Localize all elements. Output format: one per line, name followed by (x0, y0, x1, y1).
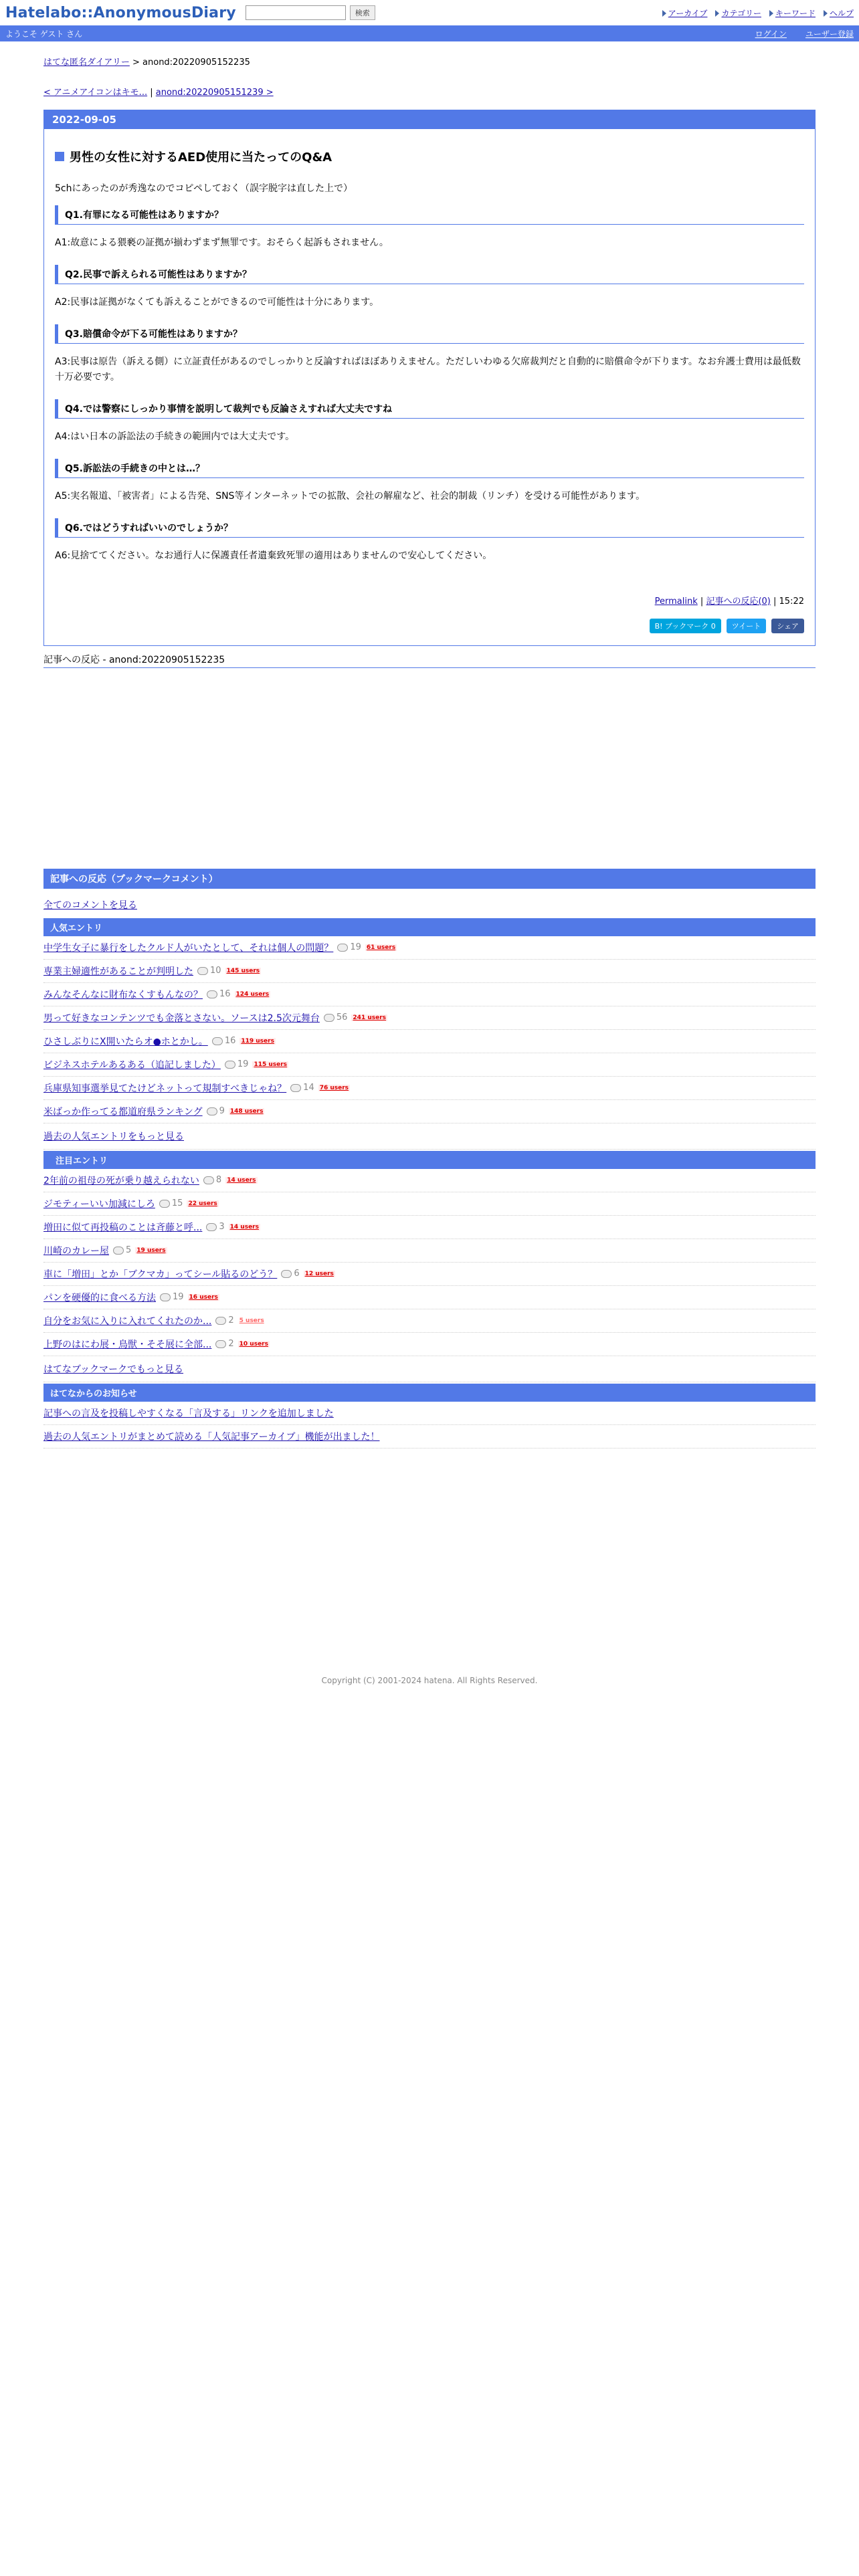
login-link[interactable]: ログイン (755, 29, 787, 39)
entry-list-item (43, 1192, 816, 1216)
entry-link[interactable]: 2年前の祖母の死が乗り越えられない (43, 1175, 199, 1186)
square-icon (55, 152, 64, 161)
reactions-heading: 記事への反応 - anond:20220905152235 (43, 646, 816, 668)
entry-link[interactable]: パンを硬優的に食べる方法 (43, 1292, 156, 1303)
comment-bubble-icon (160, 1293, 171, 1301)
main-content (43, 41, 816, 1685)
next-entry-link[interactable]: anond:20220905151239 > (155, 88, 274, 98)
news-item-link[interactable]: 記事への言及を投稿しやすくなる「言及する」リンクを追加しました (43, 1408, 334, 1419)
entry-list-item (43, 960, 816, 983)
comment-bubble-icon (113, 1247, 124, 1255)
comment-count-value: 14 (303, 1083, 314, 1093)
comment-count-value: 10 (210, 966, 221, 976)
comment-count (160, 1292, 184, 1302)
entry-list-item (43, 1309, 816, 1333)
comment-count (290, 1083, 314, 1093)
bookmark-users-badge[interactable]: 22 users (188, 1200, 217, 1207)
permalink-link[interactable]: Permalink (654, 596, 698, 607)
entry-title-text[interactable]: 男性の女性に対するAED使用に当たってのQ&A (70, 150, 332, 165)
question-heading: Q1.有罪になる可能性はありますか？ (55, 205, 804, 225)
entry-body (44, 129, 815, 645)
entry-link[interactable]: 増田に似て再投稿のことは斉藤と呼... (43, 1222, 203, 1233)
nav-archive-link[interactable]: アーカイブ (662, 7, 708, 19)
all-comments-link[interactable]: 全てのコメントを見る (43, 899, 137, 911)
comment-bubble-icon (207, 990, 217, 998)
comment-count (206, 1222, 224, 1232)
prev-next-nav (43, 85, 816, 98)
comment-count-value: 19 (173, 1292, 184, 1303)
tweet-button[interactable]: ツイート (727, 619, 766, 633)
comment-count (212, 1036, 236, 1046)
bookmark-users-badge[interactable]: 61 users (366, 944, 396, 951)
comment-count (207, 1106, 225, 1116)
comment-count (324, 1012, 348, 1023)
comment-count-value: 5 (126, 1245, 132, 1256)
entry-link[interactable]: ビジネスホテルあるある（追記しました） (43, 1059, 221, 1071)
entry-list-item (43, 1239, 816, 1263)
comment-count (337, 942, 361, 952)
nav-keyword-link[interactable]: キーワード (769, 7, 816, 19)
entry-link[interactable]: 車に「増田」とか「ブクマカ」ってシール貼るのどう？ (43, 1269, 278, 1280)
comment-bubble-icon (281, 1270, 292, 1278)
notable-more (43, 1356, 816, 1382)
notable-more-link[interactable]: はてなブックマークでもっと見る (43, 1364, 184, 1375)
popular-heading: 人気エントリ (43, 918, 816, 936)
top-bar (0, 0, 859, 25)
comment-count (203, 1175, 221, 1185)
comment-count-value: 6 (294, 1269, 300, 1279)
breadcrumb-separator: > (132, 58, 140, 68)
search-input[interactable] (246, 5, 346, 20)
comment-count (113, 1245, 131, 1255)
bookmark-users-badge[interactable]: 12 users (304, 1270, 334, 1277)
question-heading: Q6.ではどうすればいいのでしょうか？ (55, 518, 804, 538)
entry-list-item (43, 1263, 816, 1286)
comment-count (197, 966, 221, 976)
entry-list-item (43, 1216, 816, 1239)
entry-link[interactable]: 上野のはにわ展・鳥獣・そそ展に全部... (43, 1339, 212, 1350)
notable-heading: 注目エントリ (43, 1151, 816, 1169)
entry-list-item (43, 983, 816, 1006)
bookmark-users-badge[interactable]: 19 users (136, 1247, 166, 1254)
breadcrumb-current: anond:20220905152235 (142, 58, 250, 68)
top-nav (662, 7, 854, 19)
entry-footer (55, 594, 804, 607)
bookmark-users-badge[interactable]: 119 users (241, 1037, 274, 1045)
bookmark-users-badge[interactable]: 76 users (319, 1084, 349, 1091)
bookmark-users-badge[interactable]: 124 users (235, 990, 270, 998)
comment-bubble-icon (206, 1223, 217, 1231)
user-bar (0, 25, 859, 41)
comment-count-value: 15 (171, 1198, 183, 1209)
entry-link[interactable]: ひさしぶりにX開いたらオ●ホとかし。 (43, 1036, 208, 1047)
comment-bubble-icon (225, 1061, 235, 1069)
popular-more-link[interactable]: 過去の人気エントリをもっと見る (43, 1131, 184, 1142)
day-section (43, 110, 816, 646)
facebook-share-button[interactable]: シェア (771, 619, 804, 633)
entry-title (55, 148, 804, 165)
entry-list-item (43, 1333, 816, 1356)
question-heading: Q4.では警察にしっかり事情を説明して裁判でも反論さえすれば大丈夫ですね (55, 399, 804, 419)
comment-count-value: 2 (228, 1315, 234, 1326)
site-logo[interactable]: Hatelabo::AnonymousDiary (5, 4, 236, 21)
entry-list-item (43, 1100, 816, 1123)
comment-bubble-icon (197, 967, 208, 975)
all-comments (43, 898, 816, 911)
entry-list-item (43, 1169, 816, 1192)
entry-list-item (43, 1053, 816, 1077)
search-button[interactable]: 検索 (350, 5, 375, 20)
hatena-bookmark-button[interactable]: B! ブックマーク 0 (650, 619, 721, 633)
notable-list (43, 1169, 816, 1356)
comment-count-value: 8 (215, 1175, 222, 1186)
news-item (43, 1402, 816, 1425)
nav-category-link[interactable]: カテゴリー (715, 7, 761, 19)
entry-intro: 5chにあったのが秀逸なのでコピペしておく（誤字脱字は直した上で） (55, 183, 353, 194)
comment-bubble-icon (324, 1014, 335, 1022)
footer-separator: | (773, 596, 777, 607)
register-link[interactable]: ユーザー登録 (805, 29, 854, 39)
question-heading: Q5.訴訟法の手続きの中とは…？ (55, 459, 804, 478)
entry-list-item (43, 1286, 816, 1309)
comment-count (207, 989, 231, 999)
answer-text: A3:民事は原告（訴える側）に立証責任があるのでしっかりと反論すればほぼありえません。ただしいわゆる欠席裁判だと自動的に賠償命令が下ります。なお弁護士費用は最低数十万必要です。 (55, 356, 801, 383)
answer-text: A5:実名報道、「被害者」による告発、SNS等インターネットでの拡散、会社の解雇など、社会的制裁（リンチ）を受ける可能性があります。 (55, 490, 646, 502)
entry-link[interactable]: 中学生女子に暴行をしたクルド人がいたとして、それは個人の問題？ (43, 942, 334, 954)
comment-count-value: 19 (350, 942, 361, 953)
bookmark-users-badge[interactable]: 14 users (229, 1223, 259, 1230)
bookmark-users-badge[interactable]: 14 users (227, 1176, 256, 1184)
comment-bubble-icon (337, 944, 348, 952)
share-buttons (55, 619, 804, 633)
entry-link[interactable]: 自分をお気に入りに入れてくれたのか... (43, 1315, 212, 1327)
prev-next-separator: | (150, 88, 153, 98)
qa-list (55, 205, 804, 564)
entry-list-item (43, 1006, 816, 1030)
news-item (43, 1425, 816, 1448)
comment-count (281, 1269, 299, 1279)
entry-link[interactable]: 川崎のカレー屋 (43, 1245, 109, 1257)
comment-bubble-icon (203, 1176, 214, 1184)
entry-link[interactable]: 兵庫県知事選挙見てたけどネットって規制すべきじゃね？ (43, 1083, 287, 1094)
copyright: Copyright (C) 2001-2024 hatena. All Rights Reserved. (321, 1675, 538, 1685)
popular-list (43, 936, 816, 1123)
comment-count (215, 1315, 233, 1325)
bookmark-users-badge[interactable]: 5 users (239, 1317, 264, 1324)
answer-text: A2:民事は証拠がなくても訴えることができるので可能性は十分にあります。 (55, 296, 379, 308)
entry-list-item (43, 1077, 816, 1100)
bookmark-users-badge[interactable]: 148 users (229, 1107, 264, 1115)
breadcrumb-home-link[interactable]: はてな匿名ダイアリー (43, 58, 130, 68)
comment-count-value: 16 (224, 1036, 236, 1047)
bookmark-users-badge[interactable]: 115 users (254, 1061, 288, 1068)
answer-text: A4:はい日本の訴訟法の手続きの範囲内では大丈夫です。 (55, 431, 295, 443)
bookmark-comments-heading: 記事への反応（ブックマークコメント） (43, 869, 816, 889)
comment-bubble-icon (290, 1084, 301, 1092)
bookmark-users-badge[interactable]: 241 users (353, 1014, 387, 1021)
entry-link[interactable]: 専業主婦適性があることが判明した (43, 966, 193, 977)
comment-bubble-icon (215, 1340, 226, 1348)
entry-link[interactable]: 米ばっか作ってる都道府県ランキング (43, 1106, 203, 1117)
entry-list-item (43, 936, 816, 960)
answer-text: A1:故意による猥褻の証拠が揃わずまず無罪です。おそらく起訴もされません。 (55, 237, 389, 248)
reactions-link[interactable]: 記事への反応(0) (706, 596, 771, 607)
question-heading: Q3.賠償命令が下る可能性はありますか？ (55, 324, 804, 344)
entry-link[interactable]: みんなそんなに財布なくすもんなの？ (43, 989, 203, 1000)
comment-bubble-icon (159, 1200, 170, 1208)
footer-separator: | (700, 596, 704, 607)
comment-count-value: 2 (228, 1339, 234, 1350)
comment-count-value: 56 (336, 1012, 348, 1023)
answer-text: A6:見捨ててください。なお通行人に保護責任者遺棄致死罪の適用はありませんので安心してください。 (55, 550, 492, 561)
comment-bubble-icon (207, 1107, 217, 1115)
welcome-text: ようこそ ゲスト さん (5, 29, 83, 39)
bookmark-users-badge[interactable]: 16 users (189, 1293, 218, 1301)
bookmark-users-badge[interactable]: 10 users (239, 1340, 268, 1348)
comment-count-value: 9 (219, 1106, 225, 1117)
entry-link[interactable]: 男って好きなコンテンツでも金落とさない。ソースは2.5次元舞台 (43, 1012, 320, 1024)
comment-bubble-icon (215, 1317, 226, 1325)
search-form (246, 5, 375, 20)
comment-count (215, 1339, 233, 1349)
news-heading: はてなからのお知らせ (43, 1384, 816, 1402)
news-item-link[interactable]: 過去の人気エントリがまとめて読める「人気記事アーカイブ」機能が出ました！ (43, 1431, 380, 1442)
entry-list-item (43, 1030, 816, 1053)
comment-count-value: 19 (237, 1059, 249, 1070)
comment-bubble-icon (212, 1037, 223, 1045)
comment-count-value: 3 (219, 1222, 225, 1232)
question-heading: Q2.民事で訴えられる可能性はありますか？ (55, 265, 804, 284)
bookmark-users-badge[interactable]: 145 users (226, 967, 260, 974)
popular-more (43, 1123, 816, 1150)
breadcrumb (43, 55, 816, 68)
entry-time: 15:22 (779, 596, 804, 607)
entry-link[interactable]: ジモティーいい加減にしろ (43, 1198, 155, 1210)
comment-count-value: 16 (219, 989, 231, 1000)
comment-count (159, 1198, 183, 1208)
prev-entry-link[interactable]: < アニメアイコンはキモ... (43, 88, 148, 98)
nav-help-link[interactable]: ヘルプ (824, 7, 854, 19)
day-date: 2022-09-05 (44, 110, 815, 129)
comment-count (225, 1059, 249, 1069)
